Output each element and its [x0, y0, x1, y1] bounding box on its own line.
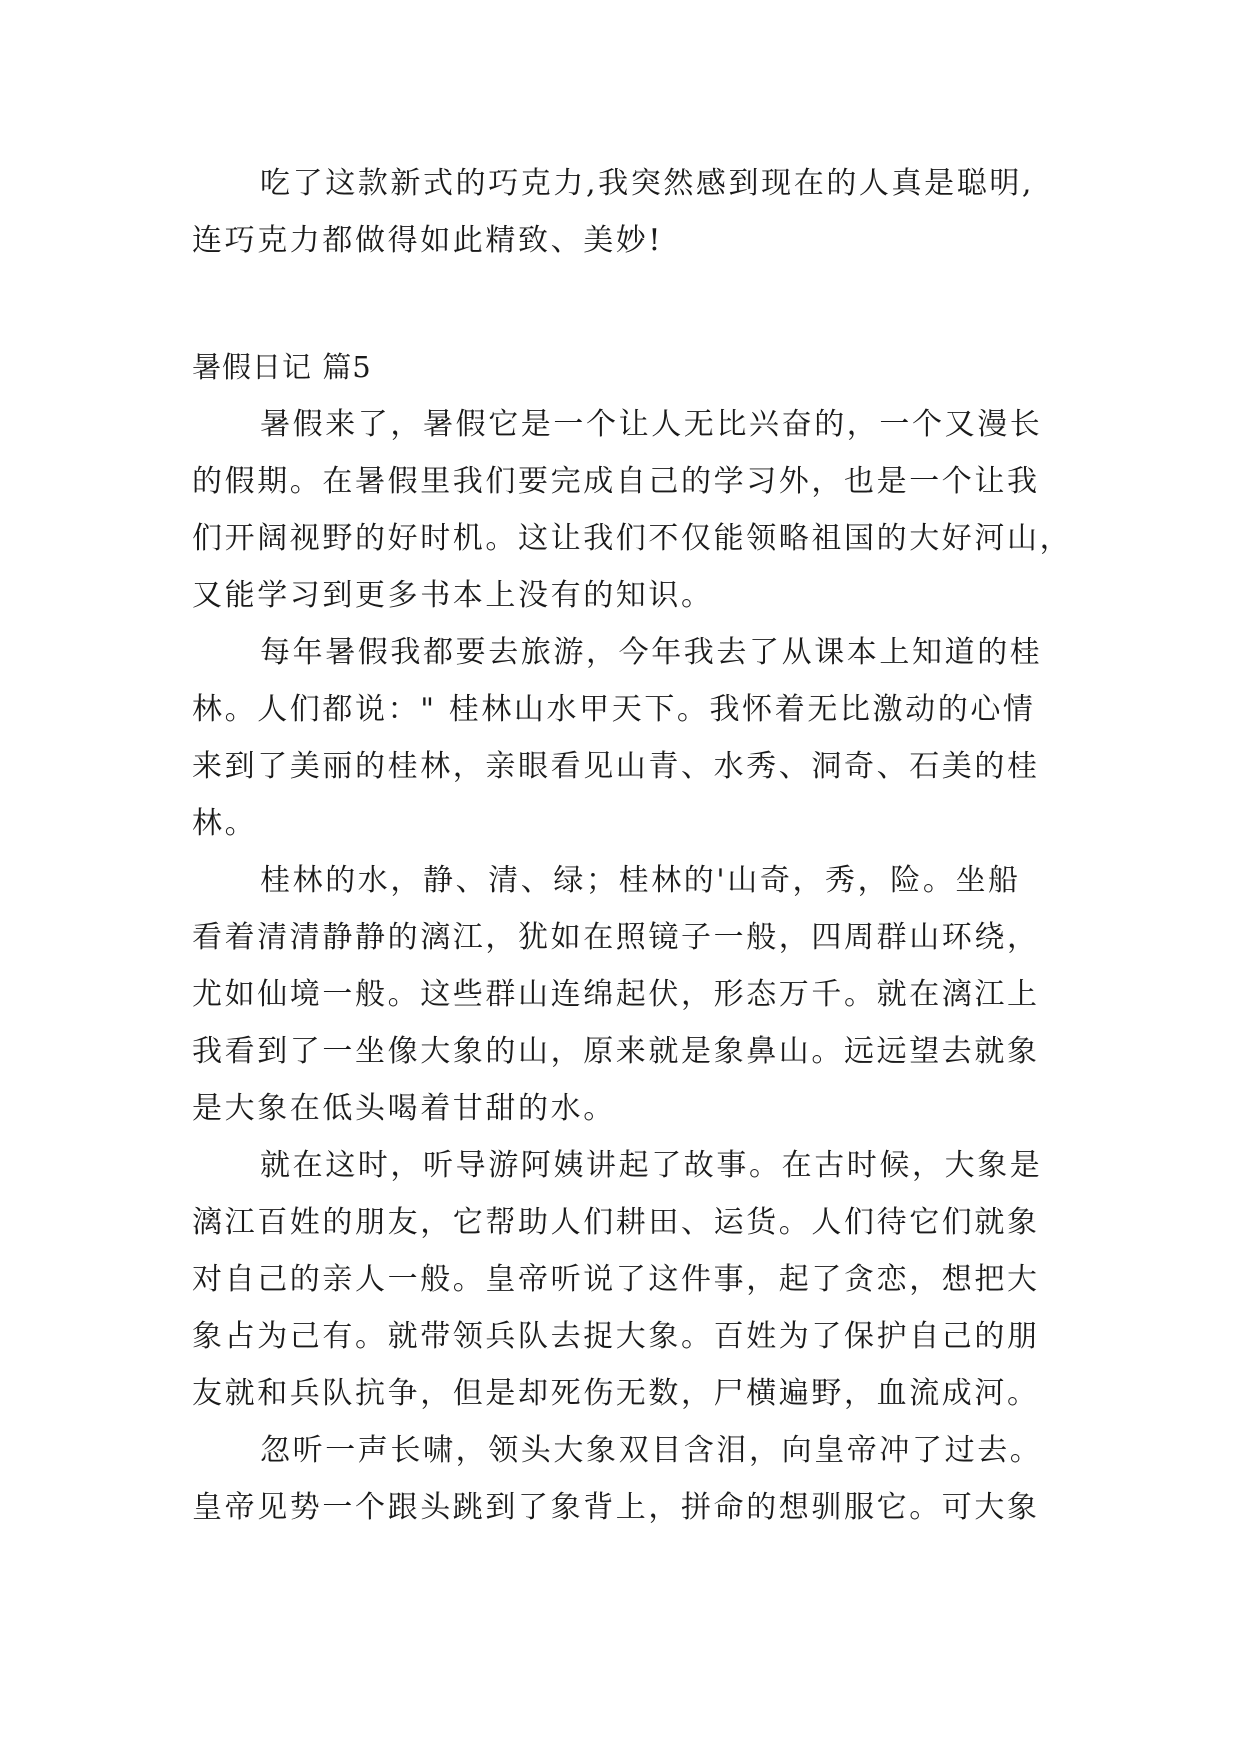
paragraph-2	[192, 624, 1092, 852]
text-line: 林。	[192, 806, 258, 841]
text-line: 们开阔视野的好时机。这让我们不仅能领略祖国的大好河山，	[192, 521, 1073, 556]
text-line: 来到了美丽的桂林，亲眼看见山青、水秀、洞奇、石美的桂	[192, 749, 1040, 784]
text-line: 对自己的亲人一般。皇帝听说了这件事，起了贪恋，想把大	[192, 1262, 1040, 1297]
text-line: 桂林的水，静、清、绿；桂林的'山奇，秀，险。坐船	[260, 863, 1021, 898]
text-line: 友就和兵队抗争，但是却死伤无数，尸横遍野，血流成河。	[192, 1376, 1040, 1411]
text-line: 象占为己有。就带领兵队去捉大象。百姓为了保护自己的朋	[192, 1319, 1040, 1354]
intro-paragraph	[192, 155, 1092, 269]
text-line: 林。人们都说：" 桂林山水甲天下。我怀着无比激动的心情	[192, 692, 1036, 727]
text-line: 是大象在低头喝着甘甜的水。	[192, 1091, 616, 1126]
text-line: 吃了这款新式的巧克力,我突然感到现在的人真是聪明,	[260, 166, 1035, 201]
text-line: 我看到了一坐像大象的山，原来就是象鼻山。远远望去就象	[192, 1034, 1040, 1069]
text-line: 的假期。在暑假里我们要完成自己的学习外，也是一个让我	[192, 464, 1040, 499]
paragraph-4	[192, 1137, 1092, 1422]
section-gap	[192, 269, 1092, 339]
text-line: 暑假来了，暑假它是一个让人无比兴奋的，一个又漫长	[260, 407, 1043, 442]
text-line: 连巧克力都做得如此精致、美妙!	[192, 223, 664, 258]
text-line: 尤如仙境一般。这些群山连绵起伏，形态万千。就在漓江上	[192, 977, 1040, 1012]
text-line: 就在这时，听导游阿姨讲起了故事。在古时候，大象是	[260, 1148, 1043, 1183]
text-line: 皇帝见势一个跟头跳到了象背上，拼命的想驯服它。可大象	[192, 1490, 1040, 1525]
text-line: 忽听一声长啸，领头大象双目含泪，向皇帝冲了过去。	[260, 1433, 1043, 1468]
paragraph-1	[192, 396, 1092, 624]
text-line: 看着清清静静的漓江，犹如在照镜子一般，四周群山环绕，	[192, 920, 1040, 955]
text-line: 漓江百姓的朋友，它帮助人们耕田、运货。人们待它们就象	[192, 1205, 1040, 1240]
text-line: 又能学习到更多书本上没有的知识。	[192, 578, 714, 613]
paragraph-3	[192, 852, 1092, 1137]
text-line: 每年暑假我都要去旅游，今年我去了从课本上知道的桂	[260, 635, 1043, 670]
document-body	[192, 155, 1092, 1536]
section-heading: 暑假日记 篇5	[192, 350, 372, 384]
paragraph-5	[192, 1422, 1092, 1536]
